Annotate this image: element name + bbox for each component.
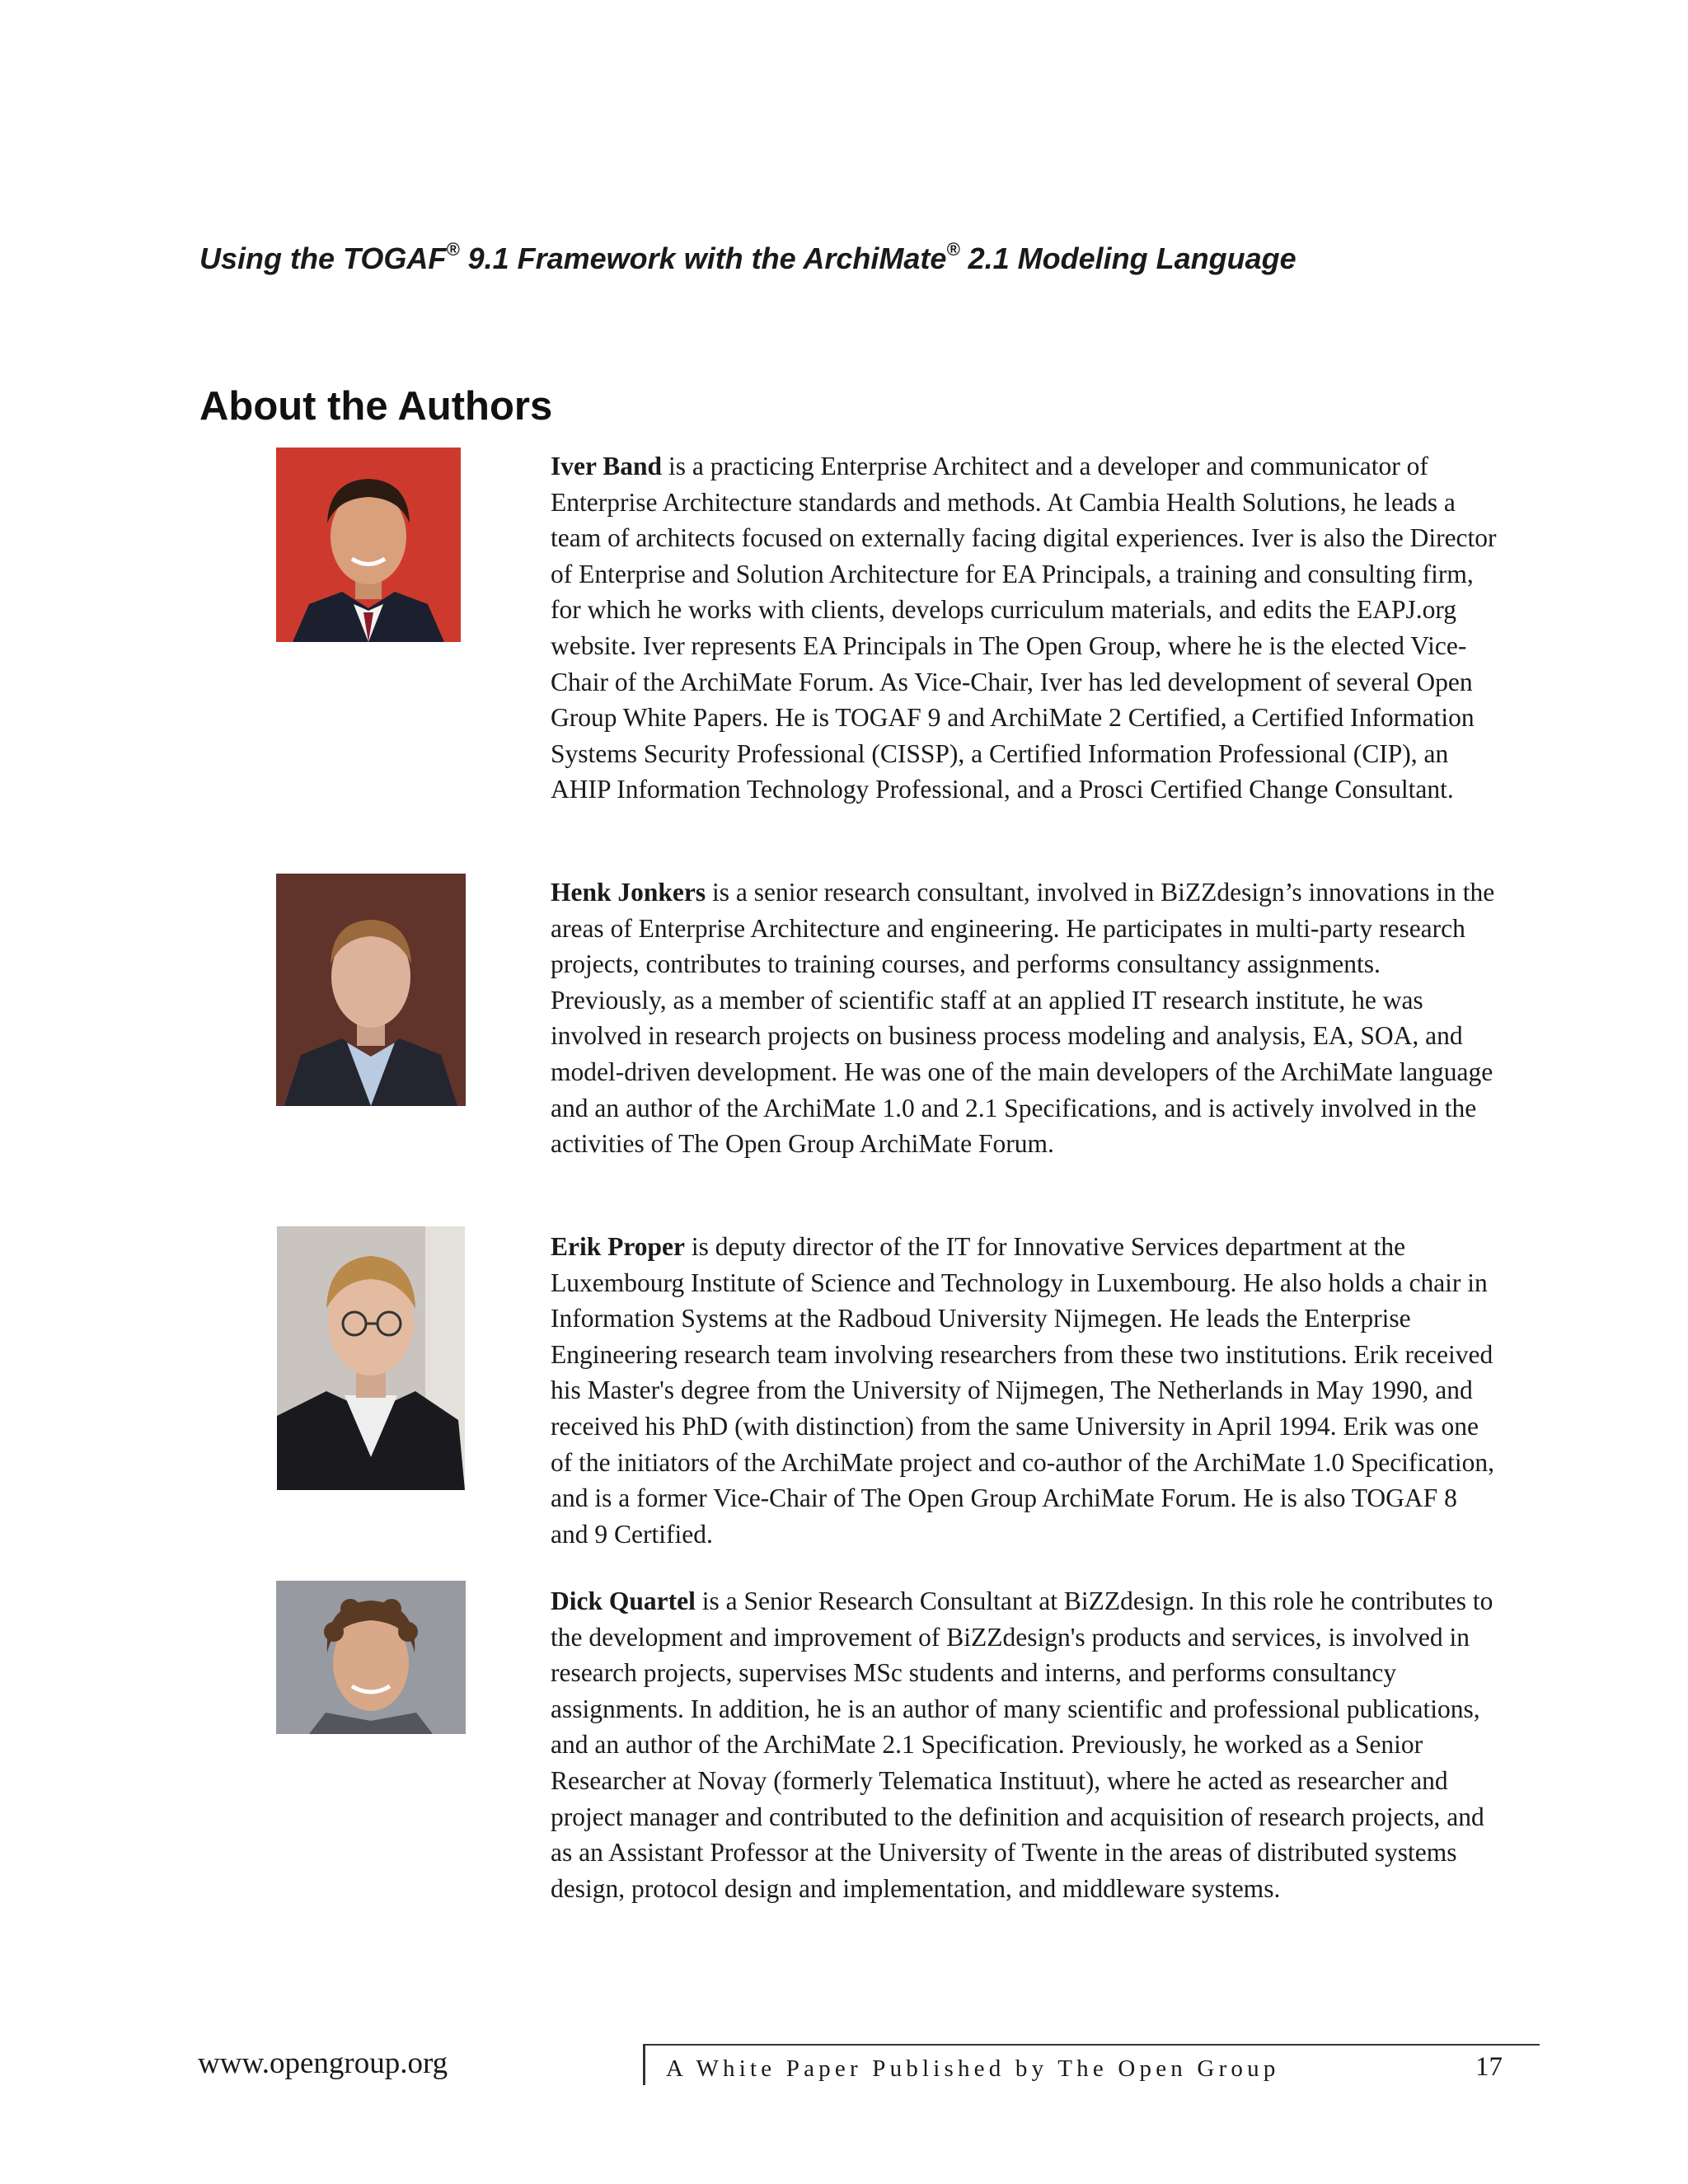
- author-bio-dick-quartel: [551, 1583, 1498, 1906]
- author-name: Erik Proper: [551, 1232, 686, 1261]
- footer-divider-horizontal: [643, 2044, 1540, 2046]
- section-heading: About the Authors: [199, 384, 553, 429]
- author-bio-text: is a senior research consultant, involved in BiZZdesign’s innovations in the areas of Enterprise Architecture and engineering. He participates in multi-party research projects, contributes to training courses, and performs consultancy assignments. Previously, as a member of scientific staff at an applied IT research institute, he was involved in research projects on business process modeling and analysis, EA, SOA, and model-driven development. He was one of the main developers of the ArchiMate language and an author of the ArchiMate 1.0 and 2.1 Specifications, and is actively involved in the activities of The Open Group ArchiMate Forum.: [551, 878, 1495, 1159]
- author-bio-iver-band: [551, 448, 1498, 808]
- running-title: [199, 241, 1296, 276]
- author-bio-text: is a Senior Research Consultant at BiZZdesign. In this role he contributes to the development and improvement of BiZZdesign's products and services, is involved in research projects, supervises MSc students and interns, and performs consultancy assignments. In addition, he is an author of many scientific and professional publications, and an author of the ArchiMate 2.1 Specification. Previously, he worked as a Senior Researcher at Novay (formerly Telematica Instituut), where he acted as researcher and project manager and contributed to the definition and acquisition of research projects, and as an Assistant Professor at the University of Twente in the areas of distributed systems design, protocol design and implementation, and middleware systems.: [551, 1586, 1493, 1903]
- footer-url: www.opengroup.org: [198, 2046, 448, 2080]
- author-name: Henk Jonkers: [551, 878, 706, 907]
- author-name: Dick Quartel: [551, 1586, 696, 1615]
- page-number: 17: [1475, 2052, 1503, 2082]
- author-photo-erik-proper: [277, 1226, 465, 1490]
- registered-mark: ®: [946, 239, 960, 260]
- author-name: Iver Band: [551, 452, 663, 480]
- author-photo-henk-jonkers: [276, 874, 466, 1106]
- author-bio-text: is deputy director of the IT for Innovative Services department at the Luxembourg Institute of Science and Technology in Luxembourg. He also holds a chair in Information Systems at the Radboud University Nijmegen. He leads the Enterprise Engineering research team involving researchers from these two institutions. Erik received his Master's degree from the University of Nijmegen, The Netherlands in May 1990, and received his PhD (with distinction) from the same University in April 1994. Erik was one of the initiators of the ArchiMate project and co-author of the ArchiMate 1.0 Specification, and is a former Vice-Chair of The Open Group ArchiMate Forum. He is also TOGAF 8 and 9 Certified.: [551, 1232, 1495, 1549]
- footer-divider-vertical: [643, 2044, 645, 2085]
- author-photo-dick-quartel: [276, 1581, 466, 1734]
- running-title-part1: Using the TOGAF: [199, 241, 447, 275]
- author-bio-erik-proper: [551, 1229, 1498, 1552]
- registered-mark: ®: [446, 239, 460, 260]
- running-title-part3: 2.1 Modeling Language: [959, 241, 1296, 275]
- author-photo-iver-band: [276, 448, 461, 642]
- author-bio-text: is a practicing Enterprise Architect and a developer and communicator of Enterprise Architecture standards and methods. At Cambia Health Solutions, he leads a team of architects focused on externally facing digital experiences. Iver is also the Director of Enterprise and Solution Architecture for EA Principals, a training and consulting firm, for which he works with clients, develops curriculum materials, and edits the EAPJ.org website. Iver represents EA Principals in The Open Group, where he is the elected Vice-Chair of the ArchiMate Forum. As Vice-Chair, Iver has led development of several Open Group White Papers. He is TOGAF 9 and ArchiMate 2 Certified, a Certified Information Systems Security Professional (CISSP), a Certified Information Professional (CIP), an AHIP Information Technology Professional, and a Prosci Certified Change Consultant.: [551, 452, 1497, 804]
- running-title-part2: 9.1 Framework with the ArchiMate: [459, 241, 947, 275]
- footer-publisher: A White Paper Published by The Open Group: [666, 2055, 1280, 2082]
- author-bio-henk-jonkers: [551, 874, 1498, 1162]
